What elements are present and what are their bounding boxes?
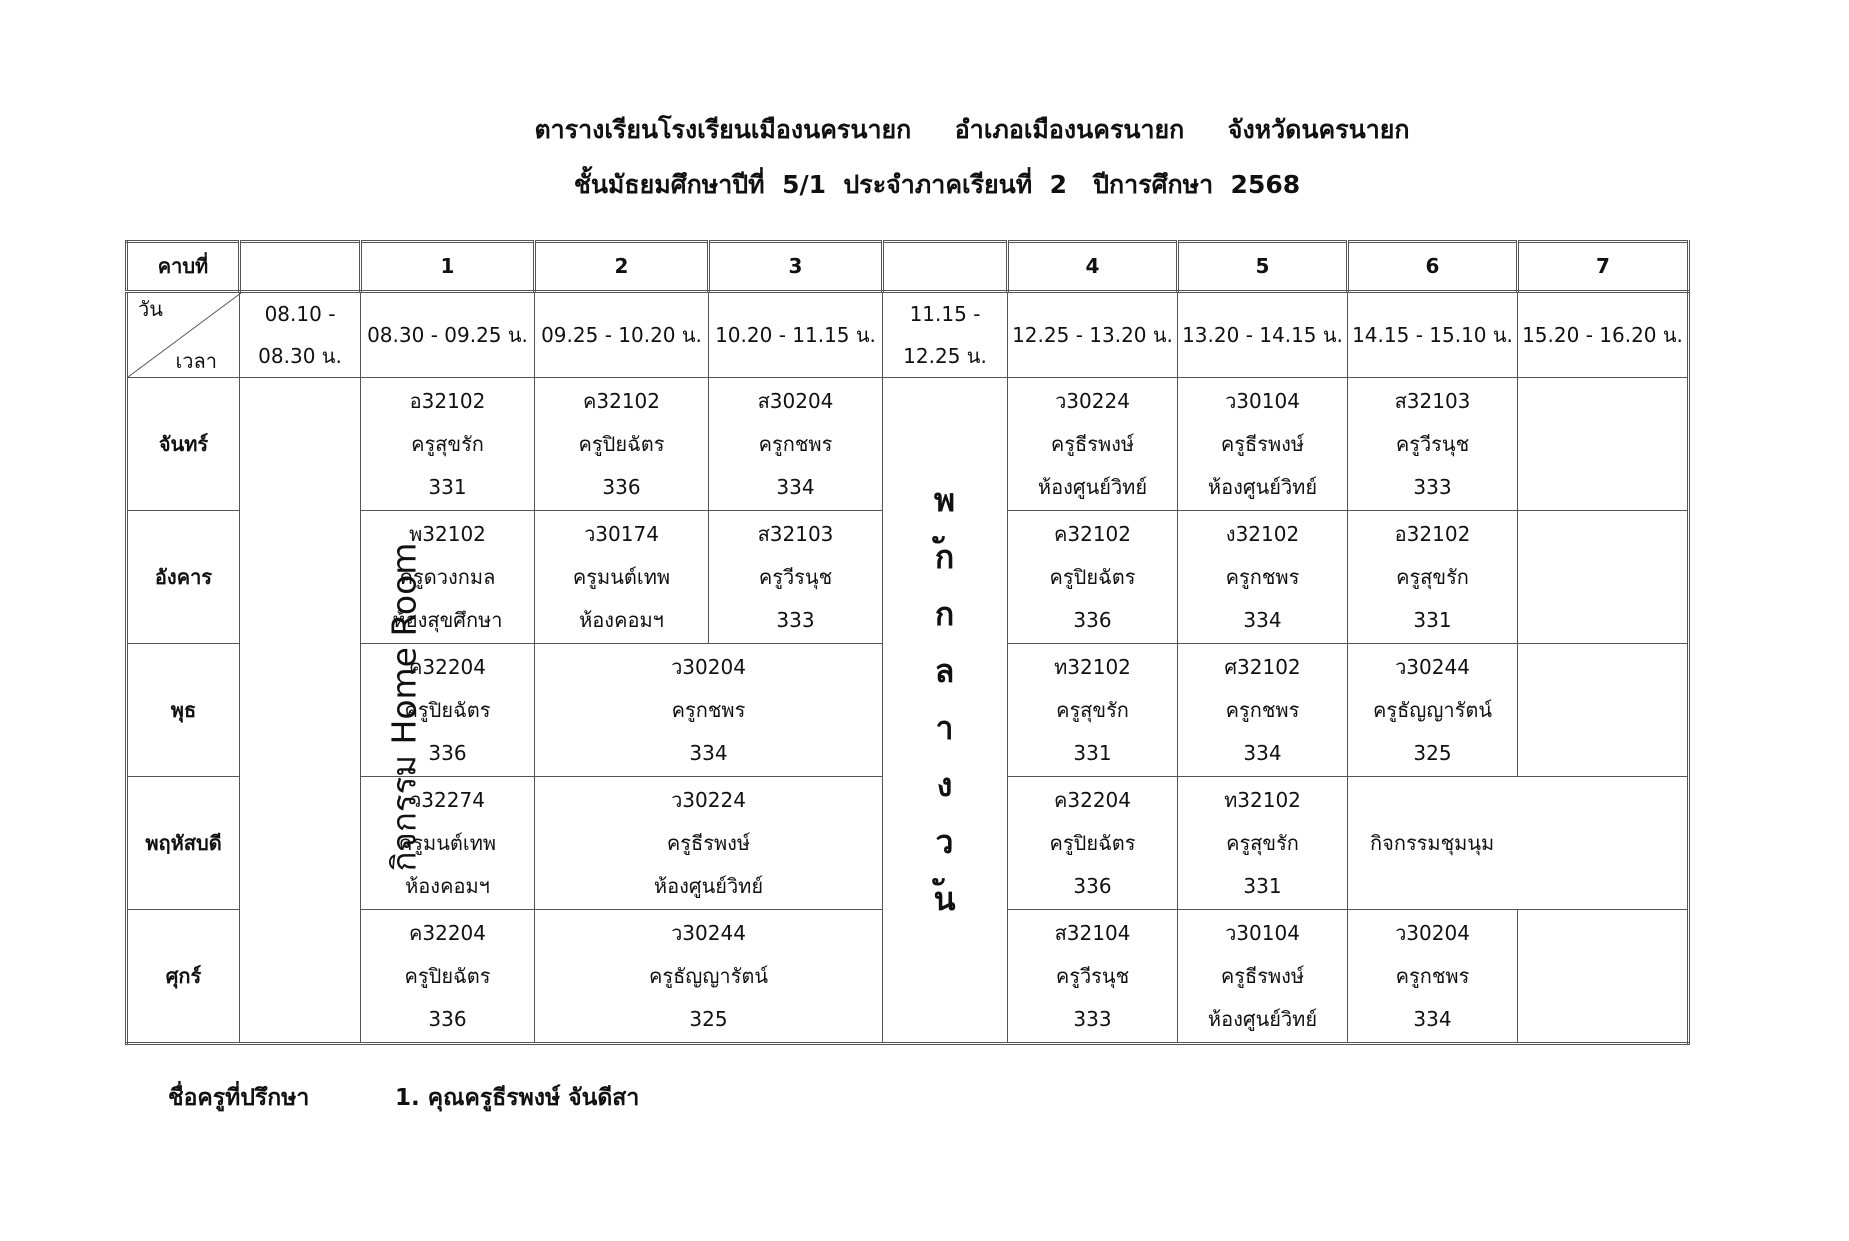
advisor-name: 1. คุณครูธีรพงษ์ จันดีสา — [395, 1085, 640, 1111]
empty-cell — [1518, 910, 1689, 1044]
class-cell-double: ว30224 ครูธีรพงษ์ ห้องศูนย์วิทย์ — [535, 777, 883, 910]
class-cell: อ32102 ครูสุขรัก 331 — [1348, 511, 1518, 644]
day-time-corner — [127, 292, 240, 378]
period-number: 2 — [535, 242, 709, 292]
day-name: จันทร์ — [127, 378, 240, 511]
period-header-row — [127, 242, 1689, 292]
period-time: 12.25 - 13.20 น. — [1008, 292, 1178, 378]
class-cell: ศ32102 ครูกชพร 334 — [1178, 644, 1348, 777]
day-name: พฤหัสบดี — [127, 777, 240, 910]
class-cell: ค32102 ครูปิยฉัตร 336 — [535, 378, 709, 511]
day-name: พุธ — [127, 644, 240, 777]
class-cell: ค32204 ครูปิยฉัตร 336 — [361, 644, 535, 777]
class-cell-double: ว30204 ครูกชพร 334 — [535, 644, 883, 777]
lunch-time: 11.15 - 12.25 น. — [883, 292, 1008, 378]
period-number: 7 — [1518, 242, 1689, 292]
class-cell: ว30104 ครูธีรพงษ์ ห้องศูนย์วิทย์ — [1178, 910, 1348, 1044]
day-name: อังคาร — [127, 511, 240, 644]
class-cell: ส32103 ครูวีรนุช 333 — [1348, 378, 1518, 511]
day-row-monday — [127, 378, 1689, 511]
day-label: วัน — [138, 297, 163, 321]
class-cell: ค32204 ครูปิยฉัตร 336 — [1008, 777, 1178, 910]
empty-cell — [1518, 511, 1689, 644]
class-cell: ค32102 ครูปิยฉัตร 336 — [1008, 511, 1178, 644]
timetable — [125, 240, 1690, 1045]
time-label: เวลา — [175, 349, 217, 373]
period-time: 10.20 - 11.15 น. — [709, 292, 883, 378]
period-time: 09.25 - 10.20 น. — [535, 292, 709, 378]
homeroom-time: 08.10 - 08.30 น. — [240, 292, 361, 378]
empty-cell — [1518, 378, 1689, 511]
empty-cell — [1518, 644, 1689, 777]
period-number: 3 — [709, 242, 883, 292]
period-time: 14.15 - 15.10 น. — [1348, 292, 1518, 378]
homeroom-label: กิจกรรม Home Room — [384, 542, 424, 872]
class-cell: ค32204 ครูปิยฉัตร 336 — [361, 910, 535, 1044]
lunch-period-header — [883, 242, 1008, 292]
class-cell: ท32102 ครูสุขรัก 331 — [1178, 777, 1348, 910]
class-cell: ส32104 ครูวีรนุช 333 — [1008, 910, 1178, 1044]
class-cell: ว30174 ครูมนต์เทพ ห้องคอมฯ — [535, 511, 709, 644]
class-cell: ว30204 ครูกชพร 334 — [1348, 910, 1518, 1044]
class-cell: ว32274 ครูมนต์เทพ ห้องคอมฯ — [361, 777, 535, 910]
class-cell: ว30104 ครูธีรพงษ์ ห้องศูนย์วิทย์ — [1178, 378, 1348, 511]
club-activity: กิจกรรมชุมนุม — [1348, 777, 1689, 910]
lunch-break — [883, 378, 1008, 1044]
period-time: 08.30 - 09.25 น. — [361, 292, 535, 378]
schedule-title: ตารางเรียนโรงเรียนเมืองนครนายก อำเภอเมืองนครนายก จังหวัดนครนายก — [534, 115, 1410, 144]
class-cell: ว30244 ครูธัญญารัตน์ 325 — [1348, 644, 1518, 777]
class-cell: ส32103 ครูวีรนุช 333 — [709, 511, 883, 644]
period-time: 13.20 - 14.15 น. — [1178, 292, 1348, 378]
advisor-label: ชื่อครูที่ปรึกษา — [168, 1085, 310, 1111]
homeroom-activity — [240, 378, 424, 1044]
period-label: คาบที่ — [127, 242, 240, 292]
class-cell: อ32102 ครูสุขรัก 331 — [361, 378, 535, 511]
period-number: 1 — [361, 242, 535, 292]
class-cell: ส30204 ครูกชพร 334 — [709, 378, 883, 511]
class-cell: พ32102 ครูดวงกมล ห้องสุขศึกษา — [361, 511, 535, 644]
period-time: 15.20 - 16.20 น. — [1518, 292, 1689, 378]
period-number: 4 — [1008, 242, 1178, 292]
class-cell: ว30224 ครูธีรพงษ์ ห้องศูนย์วิทย์ — [1008, 378, 1178, 511]
class-cell-double: ว30244 ครูธัญญารัตน์ 325 — [535, 910, 883, 1044]
day-name: ศุกร์ — [127, 910, 240, 1044]
schedule-subtitle: ชั้นมัธยมศึกษาปีที่ 5/1 ประจำภาคเรียนที่ 2 ปีการศึกษา 2568 — [573, 170, 1301, 199]
class-cell: ท32102 ครูสุขรัก 331 — [1008, 644, 1178, 777]
time-row — [127, 292, 1689, 378]
homeroom-period-header — [240, 242, 361, 292]
period-number: 6 — [1348, 242, 1518, 292]
period-number: 5 — [1178, 242, 1348, 292]
lunch-label: พักกลางวัน — [926, 474, 964, 931]
class-cell: ง32102 ครูกชพร 334 — [1178, 511, 1348, 644]
